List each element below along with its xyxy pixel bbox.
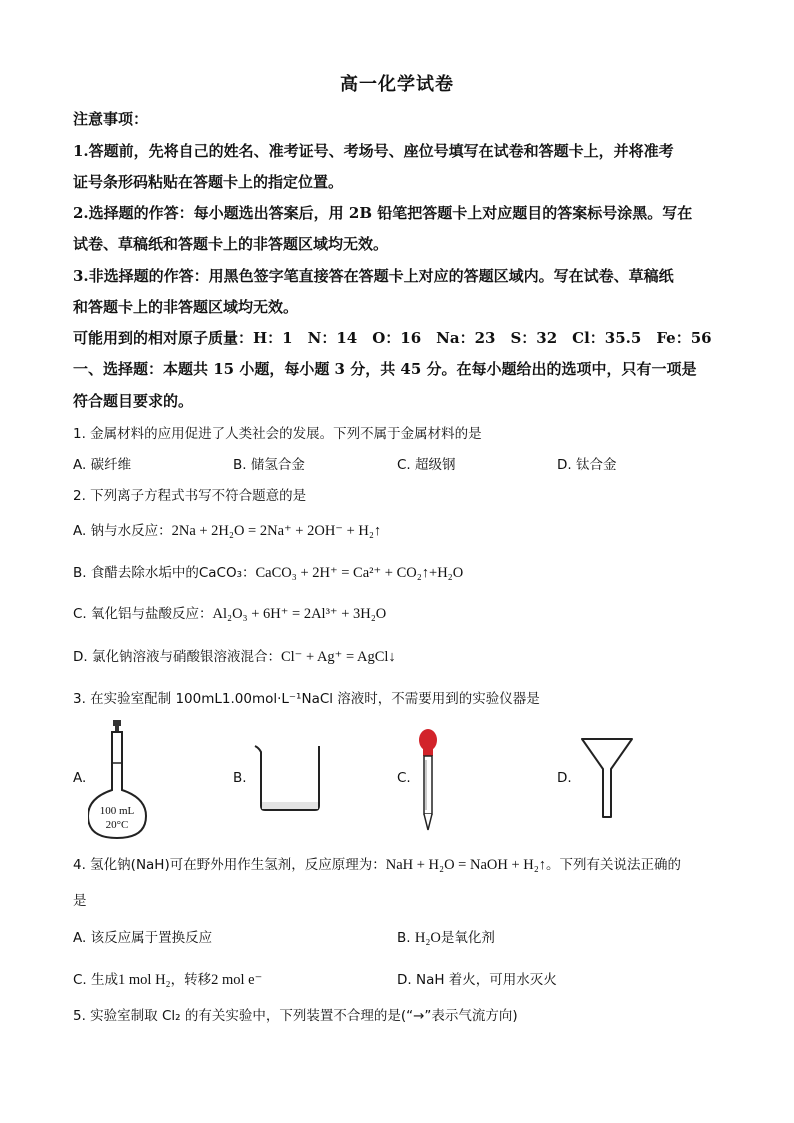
q4-stem-part2: 。下列有关说法正确的 (546, 857, 682, 873)
notice-heading: 注意事项： (73, 110, 149, 128)
q2-option-d-equation: Cl⁻ + Ag⁺ = AgCl↓ (280, 649, 396, 665)
q4-option-b (397, 926, 495, 947)
q4-stem-equation: NaH + H₂O = NaOH + H₂↑ (385, 857, 547, 873)
q2-option-d (73, 645, 396, 666)
q5-stem: 5. 实验室制取 Cl₂ 的有关实验中，下列装置不合理的是(“→”表示气流方向) (73, 1008, 518, 1024)
q2-option-b (73, 561, 463, 582)
q4-option-c (73, 968, 262, 989)
notice-item3-line1: 3.非选择题的作答：用黑色签字笔直接答在答题卡上对应的答题区域内。写在试卷、草稿纸 (73, 267, 674, 285)
notice-item2-line2: 试卷、草稿纸和答题卡上的非答题区域均无效。 (73, 235, 389, 253)
dropper-icon (415, 728, 441, 832)
q3-stem: 3. 在实验室配制 100mL1.00mol·L⁻¹NaCl 溶液时，不需要用到的实验仪器是 (73, 691, 540, 707)
q3-option-b-label: B. (233, 770, 247, 786)
page-title: 高一化学试卷 (340, 74, 454, 95)
volumetric-flask-icon (88, 718, 150, 840)
q1-option-a: A. 碳纤维 (73, 457, 132, 473)
q2-option-a-label: A. 钠与水反应： (73, 523, 172, 539)
flask-temp-label: 20°C (105, 819, 129, 831)
q4-option-b-label: B. (397, 930, 411, 946)
q4-option-b-text: 是氧化剂 (440, 930, 495, 946)
q3-option-d-label: D. (557, 770, 572, 786)
notice-item1-line1: 1.答题前，先将自己的姓名、准考证号、考场号、座位号填写在试卷和答题卡上，并将准考 (73, 142, 674, 160)
q3-option-c-label: C. (397, 770, 411, 786)
q2-option-c-equation: Al₂O₃ + 6H⁺ = 2Al³⁺ + 3H₂O (212, 606, 387, 622)
q2-option-b-label: B. 食醋去除水垢中的CaCO₃： (73, 565, 256, 581)
q2-stem: 2. 下列离子方程式书写不符合题意的是 (73, 488, 307, 504)
q4-option-c-label: C. 生成 (73, 972, 119, 988)
flask-volume-label: 100 mL (99, 805, 135, 817)
q1-option-b: B. 储氢合金 (233, 457, 305, 473)
q4-option-c-formula2: 2 mol e⁻ (211, 972, 263, 988)
q2-option-c-label: C. 氧化铝与盐酸反应： (73, 606, 213, 622)
q4-option-d: D. NaH 着火，可用水灭火 (397, 972, 557, 988)
section1-line1: 一、选择题：本题共 15 小题，每小题 3 分，共 45 分。在每小题给出的选项中，只有一项是 (73, 360, 697, 378)
q2-option-d-label: D. 氯化钠溶液与硝酸银溶液混合： (73, 649, 281, 665)
notice-item3-line2: 和答题卡上的非答题区域均无效。 (73, 298, 299, 316)
q2-option-b-equation: CaCO₃ + 2H⁺ = Ca²⁺ + CO₂↑+H₂O (255, 565, 464, 581)
q4-option-a: A. 该反应属于置换反应 (73, 930, 213, 946)
funnel-icon (580, 737, 634, 819)
q4-stem-line2: 是 (73, 893, 87, 909)
q1-option-c: C. 超级钢 (397, 457, 456, 473)
section1-line2: 符合题目要求的。 (73, 392, 194, 410)
q4-option-b-formula: H₂O (414, 930, 441, 946)
beaker-icon (253, 742, 325, 812)
atomic-mass-line: 可能用到的相对原子质量：H：1 N：14 O：16 Na：23 S：32 Cl：35.5 Fe：56 (73, 329, 712, 347)
q4-option-c-mid: ，转移 (170, 972, 212, 988)
notice-item1-line2: 证号条形码粘贴在答题卡上的指定位置。 (73, 173, 344, 191)
notice-item2-line1: 2.选择题的作答：每小题选出答案后，用 2B 铅笔把答题卡上对应题目的答案标号涂黑。写在 (73, 204, 693, 222)
q2-option-a (73, 519, 381, 540)
q4-stem-part1: 4. 氢化钠(NaH)可在野外用作生氢剂，反应原理为： (73, 857, 386, 873)
q2-option-a-equation: 2Na + 2H₂O = 2Na⁺ + 2OH⁻ + H₂↑ (171, 523, 382, 539)
q2-option-c (73, 602, 386, 623)
q4-option-c-formula1: 1 mol H₂ (118, 972, 171, 988)
q1-option-d: D. 钛合金 (557, 457, 617, 473)
q4-stem-line1 (73, 853, 681, 874)
q3-option-a-label: A. (73, 770, 87, 786)
q1-stem: 1. 金属材料的应用促进了人类社会的发展。下列不属于金属材料的是 (73, 426, 482, 442)
